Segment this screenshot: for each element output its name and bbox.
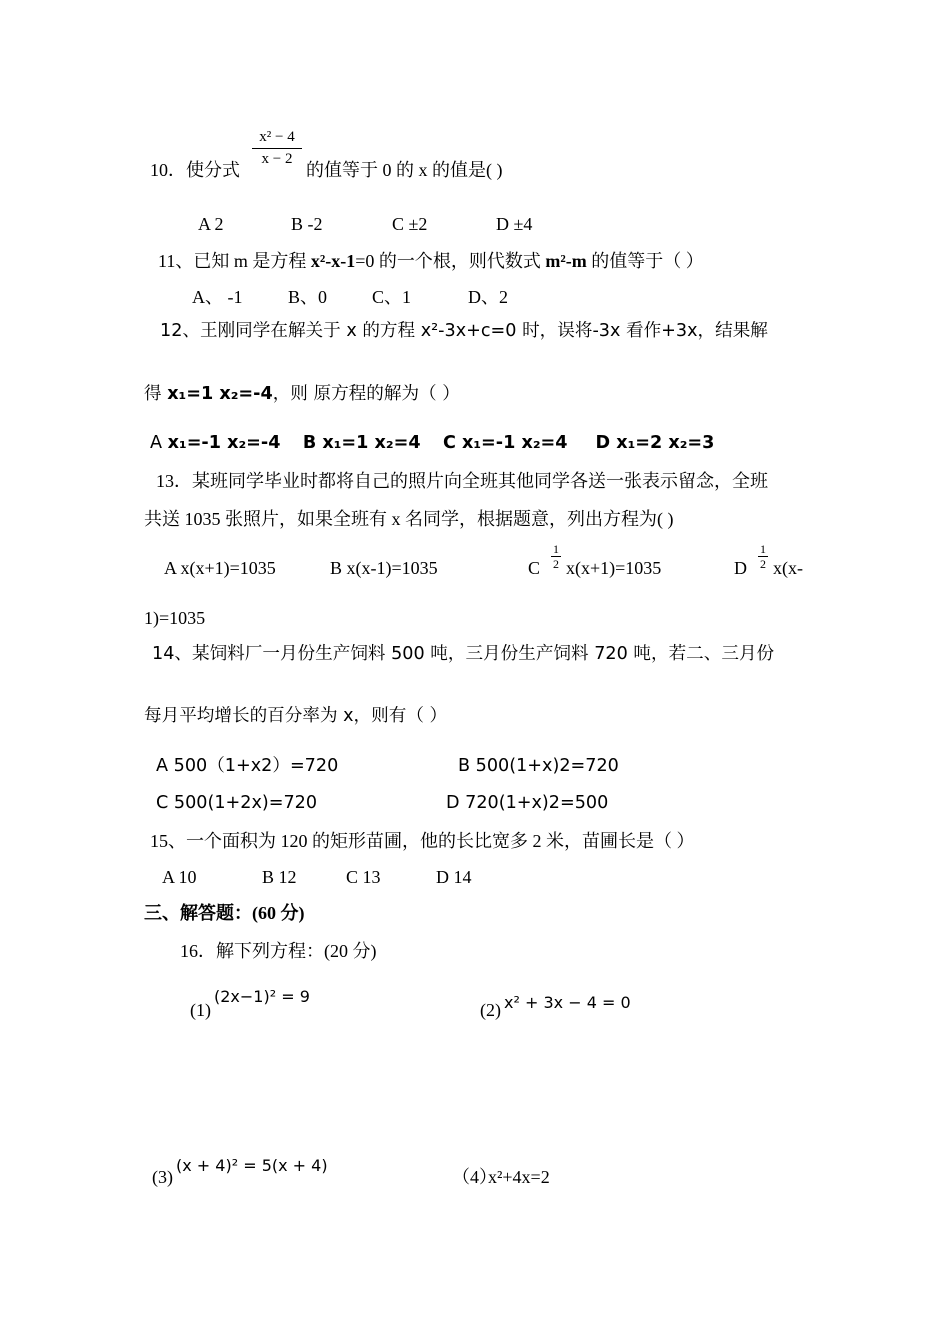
q16-part-2-label: (2) xyxy=(480,1000,501,1020)
q11-option-d: D、2 xyxy=(468,287,508,307)
q12-line-2 xyxy=(144,386,460,404)
q10-fraction-denominator: x − 2 xyxy=(261,151,293,167)
q14-option-a: A 500（1+x2）=720 xyxy=(156,756,339,776)
q16-part-3-label: (3) xyxy=(152,1167,173,1187)
q11-option-a: A、 -1 xyxy=(192,287,243,307)
q14-option-c: C 500(1+2x)=720 xyxy=(156,793,318,813)
q12-line-2-c: ，则 原方程的解为（ ） xyxy=(272,384,460,404)
q13-line-1: 13．某班同学毕业时都将自己的照片向全班其他同学各送一张表示留念，全班 xyxy=(156,471,768,491)
q15-question: 15、一个面积为 120 的矩形苗圃，他的长比宽多 2 米，苗圃长是（ ） xyxy=(150,831,695,851)
q13-option-b: B x(x-1)=1035 xyxy=(330,558,438,578)
q10-fraction-numerator: x² − 4 xyxy=(259,129,295,145)
q10-suffix: 的值等于 0 的 x 的值是( ) xyxy=(306,160,503,180)
q12-option-b-letter: B xyxy=(302,433,323,453)
q13-option-d-half-num: 1 xyxy=(760,542,766,556)
q16-part-1-label: (1) xyxy=(190,1000,211,1020)
q15-option-c: C 13 xyxy=(346,867,381,887)
q10-fraction xyxy=(252,130,302,167)
q11-option-c: C、1 xyxy=(372,287,412,307)
q10-fraction-bar xyxy=(252,148,302,149)
q13-option-a: A x(x+1)=1035 xyxy=(164,558,276,578)
q14-option-b: B 500(1+x)2=720 xyxy=(458,756,619,776)
q15-option-d: D 14 xyxy=(436,867,472,887)
q12-option-d-letter: D xyxy=(595,433,617,453)
q13-option-d-half-den: 2 xyxy=(760,557,766,571)
q13-option-d-rest: x(x- xyxy=(773,558,803,578)
q10-option-d: D ±4 xyxy=(496,214,533,234)
q13-option-d-continued: 1)=1035 xyxy=(144,608,206,628)
q16-part-2-equation: x² + 3x − 4 = 0 xyxy=(504,993,631,1012)
q14-line-2: 每月平均增长的百分率为 x，则有（ ） xyxy=(144,706,448,726)
q12-given-solution: x₁=1 x₂=-4 xyxy=(167,384,273,404)
q16-part-4-label: （4） xyxy=(452,1167,497,1187)
q12-options xyxy=(150,435,714,453)
q12-option-b-value: x₁=1 x₂=4 xyxy=(322,433,421,453)
q10-option-c: C ±2 xyxy=(392,214,428,234)
q16-part-4-equation: x²+4x=2 xyxy=(488,1167,550,1187)
q11-question xyxy=(158,252,704,270)
q13-option-c-letter: C xyxy=(528,558,541,578)
q12-option-a-value: x₁=-1 x₂=-4 xyxy=(167,433,281,453)
q12-line-1: 12、王刚同学在解关于 x 的方程 x²-3x+c=0 时，误将-3x 看作+3x，结果解 xyxy=(160,321,768,341)
q12-option-a-letter: A xyxy=(150,433,168,453)
q13-option-c-half-num: 1 xyxy=(553,542,559,556)
section-3-title: 三、解答题：(60 分) xyxy=(144,903,305,923)
q12-option-d-value: x₁=2 x₂=3 xyxy=(616,433,715,453)
q10-option-b: B -2 xyxy=(291,214,323,234)
q14-option-d: D 720(1+x)2=500 xyxy=(446,793,609,813)
q13-option-c-half-den: 2 xyxy=(553,557,559,571)
q13-option-c-half xyxy=(551,543,561,570)
q15-option-a: A 10 xyxy=(162,867,197,887)
q16-part-3-equation: (x + 4)² = 5(x + 4) xyxy=(176,1156,328,1175)
q11-equation: x²-x-1 xyxy=(310,251,356,271)
q13-option-d-letter: D xyxy=(734,558,747,578)
q14-line-1: 14、某饲料厂一月份生产饲料 500 吨，三月份生产饲料 720 吨，若二、三月份 xyxy=(152,644,775,664)
q13-line-2: 共送 1035 张照片，如果全班有 x 名同学，根据题意，列出方程为( ) xyxy=(144,509,674,529)
q15-option-b: B 12 xyxy=(262,867,297,887)
q13-option-d-half xyxy=(758,543,768,570)
q16-title: 16．解下列方程：(20 分) xyxy=(180,941,377,961)
q12-line-2-a: 得 xyxy=(144,384,168,404)
q11-text-c: 的值等于（ ） xyxy=(586,251,704,271)
q10-prefix: 10．使分式 xyxy=(150,160,240,180)
q11-text-b: =0 的一个根，则代数式 xyxy=(355,251,546,271)
q16-part-1-equation: (2x−1)² = 9 xyxy=(214,987,310,1006)
q10-option-a: A 2 xyxy=(198,214,224,234)
q11-expression: m²-m xyxy=(545,251,587,271)
q12-option-c-letter: C xyxy=(442,433,462,453)
q11-text-a: 11、已知 m 是方程 xyxy=(158,251,311,271)
q12-option-c-value: x₁=-1 x₂=4 xyxy=(462,433,568,453)
q11-option-b: B、0 xyxy=(288,287,328,307)
q13-option-c-rest: x(x+1)=1035 xyxy=(566,558,662,578)
